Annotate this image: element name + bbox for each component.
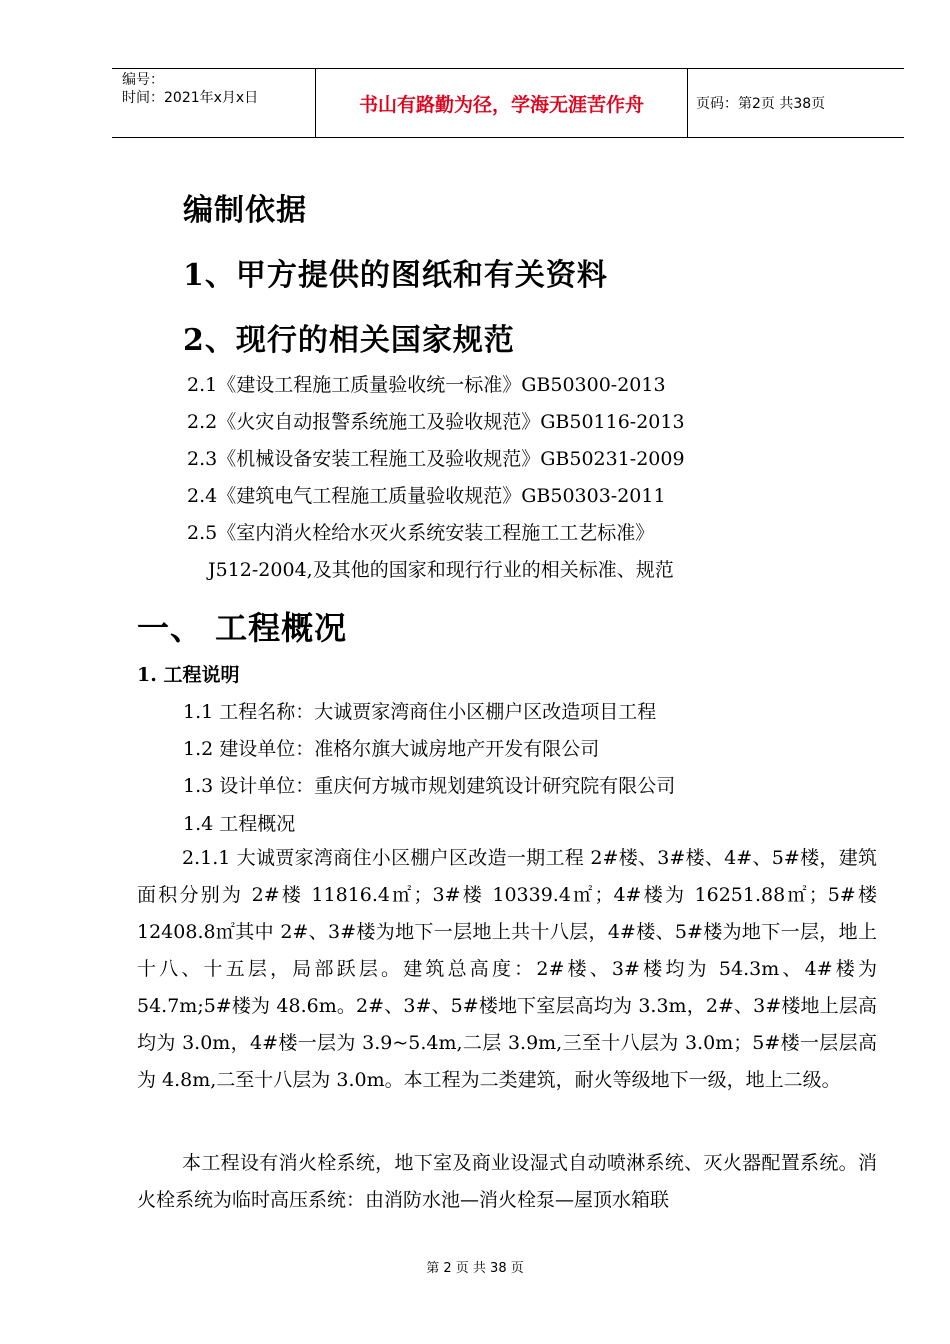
header-motto: 书山有路勤为径，学海无涯苦作舟 xyxy=(316,69,688,137)
header-meta xyxy=(112,69,316,137)
designer-line: 1.3 设计单位：重庆何方城市规划建筑设计研究院有限公司 xyxy=(183,775,676,797)
standard-item: 2.1《建设工程施工质量验收统一标准》GB50300-2013 xyxy=(187,374,666,396)
standard-item: 2.2《火灾自动报警系统施工及验收规范》GB50116-2013 xyxy=(187,411,685,433)
page-footer: 第 2 页 共 38 页 xyxy=(426,1261,524,1276)
header-page-label: 页码：第2页 共38页 xyxy=(696,96,826,112)
number-label: 编号： xyxy=(122,72,164,88)
subsection-title: 1. 工程说明 xyxy=(137,664,240,686)
developer-line: 1.2 建设单位：准格尔旗大诚房地产开发有限公司 xyxy=(183,738,600,760)
time-label: 时间：2021年x月x日 xyxy=(122,90,259,106)
standard-item: 2.5《室内消火栓给水灭火系统安装工程施工工艺标准》 xyxy=(187,522,655,544)
basis-item-1: 1、甲方提供的图纸和有关资料 xyxy=(183,258,608,293)
standard-item: 2.4《建筑电气工程施工质量验收规范》GB50303-2011 xyxy=(187,485,666,507)
page-header xyxy=(112,68,904,138)
fire-system-paragraph: 本工程设有消火栓系统，地下室及商业设湿式自动喷淋系统、灭火器配置系统。消火栓系统为临时高压系统：由消防水池—消火栓泵—屋顶水箱联 xyxy=(137,1152,877,1211)
section-title: 一、 工程概况 xyxy=(137,609,348,647)
overview-paragraph: 2.1.1 大诚贾家湾商住小区棚户区改造一期工程 2#楼、3#楼、4#、5#楼，建筑面积分别为 2#楼 11816.4㎡；3#楼 10339.4㎡；4#楼为 16251.88㎡；5#楼 12408.8㎡其中 2#、3#楼为地下一层地上共十八层，4#楼、5#楼为地下一层，地上十八、十五层，局部跃层。建筑总高度：2#楼、3#楼均为 54.3m、4#楼为 54.7m;5#楼为 48.6m。2#、3#、5#楼地下室层高均为 3.3m，2#、3#楼地上层高均为 3.0m，4#楼一层为 3.9~5.4m,二层 3.9m,三至十八层为 3.0m；5#楼一层层高为 4.8m,二至十八层为 3.0m。本工程为二类建筑，耐火等级地下一级，地上二级。 xyxy=(137,847,877,1091)
standard-item: J512-2004,及其他的国家和现行行业的相关标准、规范 xyxy=(208,559,674,581)
basis-item-2: 2、现行的相关国家规范 xyxy=(183,323,515,358)
overview-line: 1.4 工程概况 xyxy=(183,813,296,835)
project-name-line: 1.1 工程名称：大诚贾家湾商住小区棚户区改造项目工程 xyxy=(183,701,657,723)
basis-title: 编制依据 xyxy=(183,193,307,228)
standard-item: 2.3《机械设备安装工程施工及验收规范》GB50231-2009 xyxy=(187,448,685,470)
